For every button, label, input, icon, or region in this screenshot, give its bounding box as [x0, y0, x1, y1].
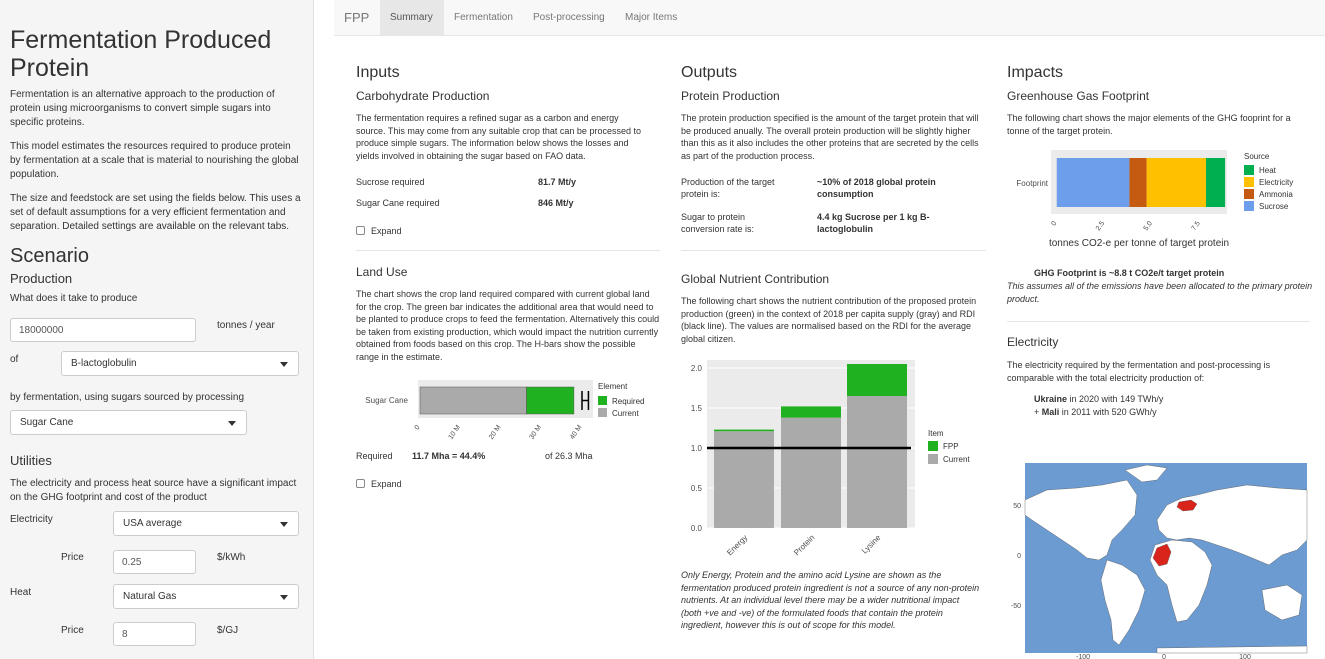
conversion-rate-value [817, 211, 930, 235]
cane-required-label: Sugar Cane required [356, 198, 440, 208]
nutrient-note: Only Energy, Protein and the amino acid Lysine are shown as the fermentation produced protein ingredient is not a source of any non-protein nutrients. At an individual level there may be a wider nutritional impact (both +ve and -ve) of the formulated foods that contain the protein ingredient, however this is out of scope for this model. [681, 570, 980, 630]
legend-swatch-electricity [1244, 177, 1254, 187]
intro-paragraph-2: This model estimates the resources required to produce protein by fermentation at a scale that is material to nourishing the global population. [10, 141, 299, 180]
nutrient-heading: Global Nutrient Contribution [681, 272, 830, 286]
land-category-label: Sugar Cane [365, 396, 408, 405]
legend-swatch-current [928, 454, 938, 464]
land-x-tick: 30 M [528, 424, 544, 441]
nutrient-x-ticks [725, 533, 883, 558]
nutrient-bar-lysine-fpp [847, 364, 907, 396]
expand-label-2: Expand [371, 479, 402, 489]
scenario-heading: Scenario [10, 245, 89, 267]
map-x-tick: 0 [1162, 654, 1166, 659]
land-use-text: The chart shows the crop land required compared with current global land for the crop. The green bar indicates the additional area that would need to be planted to produce crops to feed the fermentation. Alternatively this could be taken from existing production, which would impact the nutrition currently obtained from foods based on this crop. The H-bars show the possible range in the estimate. [356, 289, 660, 362]
land-x-tick: 10 M [447, 424, 463, 441]
expand-checkbox-2[interactable] [356, 478, 402, 490]
checkbox-icon[interactable] [356, 479, 365, 488]
map-x-tick: -100 [1075, 654, 1091, 659]
divider [1007, 321, 1310, 322]
intro-paragraph-3: The size and feedstock are set using the fields below. This uses a set of default assumptions for a very efficient fermentation and separation. Detailed settings are available on the relevant tabs. [10, 193, 301, 232]
target-production-value-1: ~10% of 2018 global protein [817, 177, 936, 187]
legend-label-fpp: FPP [943, 442, 959, 451]
expand-label-1: Expand [371, 226, 402, 236]
nutrient-y-ticks [691, 364, 703, 533]
tab-post-processing[interactable]: Post-processing [533, 12, 605, 23]
electricity-select-value: USA average [123, 518, 182, 529]
land-x-tick: 40 M [568, 424, 584, 441]
ghg-note: This assumes all of the emissions have been allocated to the primary protein product. [1007, 281, 1313, 304]
carbohydrate-text: The fermentation requires a refined sugar as a carbon and energy source. This may come from any suitable crop that can be processed to produce simple sugars. The information below shows the losses and yields involved in obtaining the sugar based on FAO data. [356, 113, 641, 161]
world-map [1007, 460, 1312, 659]
nutrient-y-tick: 2.0 [690, 364, 702, 373]
ghg-bar-sucrose [1057, 158, 1130, 207]
ghg-category-label: Footprint [1016, 179, 1048, 188]
electricity-text: The electricity required by the fermentation and post-processing is comparable with the total electricity production of: [1007, 360, 1271, 383]
ghg-bar-electricity [1147, 158, 1206, 207]
nutrient-y-tick: 1.0 [690, 444, 702, 453]
target-production-value [817, 176, 936, 200]
country-mali-name: Mali [1041, 407, 1060, 417]
nutrient-bar-energy-fpp [714, 430, 774, 432]
app-title [10, 26, 303, 82]
map-y-tick: -50 [1010, 603, 1021, 610]
sucrose-required-value: 81.7 Mt/y [538, 177, 577, 187]
legend-swatch-current [598, 408, 607, 417]
conversion-rate-label [681, 211, 754, 235]
production-heading: Production [10, 271, 73, 286]
conversion-rate-label-2: conversion rate is: [681, 224, 755, 234]
nutrient-y-tick: 0.5 [690, 484, 702, 493]
tab-major-items[interactable]: Major Items [625, 12, 678, 23]
heat-price-unit: $/GJ [217, 625, 239, 636]
ghg-bar-ammonia [1129, 158, 1146, 207]
ghg-x-tick: 0 [1050, 220, 1059, 228]
country-mali-detail: in 2011 with 520 GWh/y [1059, 407, 1157, 417]
legend-label-ammonia: Ammonia [1259, 190, 1293, 199]
country-ukraine [1034, 393, 1163, 406]
legend-label-current: Current [943, 455, 970, 464]
map-y-tick: 0 [1017, 553, 1021, 560]
target-production-label-1: Production of the target [681, 177, 775, 187]
land-required-value: 11.7 Mha = 44.4% [412, 451, 486, 461]
land-x-ticks [414, 424, 584, 441]
ghg-x-tick: 7.5 [1190, 220, 1202, 233]
target-production-value-2: consumption [817, 189, 874, 199]
legend-swatch-sucrose [1244, 201, 1254, 211]
conversion-rate-value-2: lactoglobulin [817, 224, 873, 234]
nutrient-bar-protein-fpp [781, 406, 841, 417]
land-use-heading: Land Use [356, 265, 408, 279]
chevron-down-icon [280, 362, 288, 367]
country-mali [1034, 406, 1157, 419]
land-x-tick: 20 M [487, 424, 503, 441]
nutrient-bar-protein-current [781, 418, 841, 528]
divider [681, 250, 986, 251]
nutrient-x-tick: Lysine [859, 533, 883, 556]
land-use-chart [356, 377, 656, 445]
nutrient-bar-energy-current [714, 431, 774, 528]
ghg-bar-heat [1206, 158, 1225, 207]
legend-swatch-ammonia [1244, 189, 1254, 199]
nutrient-text: The following chart shows the nutrient contribution of the proposed protein production (green) in the context of 2018 per capita supply (gray) and RDI (black line). The values are normalised based on the RDI for the average global citizen. [681, 296, 977, 344]
electricity-select[interactable] [113, 511, 299, 536]
chevron-down-icon [228, 421, 236, 426]
utilities-heading: Utilities [10, 453, 52, 468]
carbohydrate-heading: Carbohydrate Production [356, 89, 490, 103]
nav-brand[interactable]: FPP [344, 10, 370, 25]
heat-select-value: Natural Gas [123, 591, 177, 602]
app-title-line2: Protein [10, 54, 90, 82]
outputs-heading: Outputs [681, 64, 738, 81]
legend-swatch-heat [1244, 165, 1254, 175]
of-label: of [10, 354, 19, 365]
nutrient-bar-lysine-current [847, 396, 907, 528]
protein-production-text: The protein production specified is the amount of the target protein that will be produced anually. The overall protein production will be slightly higher than this as it also includes the other proteins that are secreted by the cells as part of the production process. [681, 113, 979, 161]
land-x-tick: 0 [413, 424, 422, 432]
land-required-of: of 26.3 Mha [545, 451, 593, 461]
electricity-price-unit: $/kWh [217, 552, 246, 563]
tab-fermentation[interactable]: Fermentation [454, 12, 513, 23]
nutrient-legend-title: Item [928, 429, 944, 438]
ghg-summary: GHG Footprint is ~8.8 t CO2e/t target protein [1034, 268, 1225, 278]
nutrient-chart [681, 358, 986, 568]
checkbox-icon[interactable] [356, 226, 365, 235]
electricity-label: Electricity [10, 514, 53, 525]
protein-production-heading: Protein Production [681, 89, 780, 103]
ghg-heading: Greenhouse Gas Footprint [1007, 89, 1150, 103]
nutrient-y-tick: 0.0 [690, 524, 702, 533]
expand-checkbox-1[interactable] [356, 225, 402, 237]
ghg-x-ticks [1050, 220, 1202, 232]
chevron-down-icon [280, 522, 288, 527]
ghg-text: The following chart shows the major elements of the GHG fooprint for a tonne of the target protein. [1007, 113, 1291, 136]
app-title-line1: Fermentation Produced [10, 26, 272, 54]
map-y-tick: 50 [1013, 503, 1021, 510]
electricity-price-input[interactable] [113, 550, 196, 574]
sugar-source-select[interactable] [10, 410, 247, 435]
target-production-label-2: protein is: [681, 189, 721, 199]
protein-select[interactable] [61, 351, 299, 376]
legend-label-required: Required [612, 397, 645, 406]
intro-paragraph-1: Fermentation is an alternative approach to the production of protein using microorganisms to convert simple sugars into specific proteins. [10, 89, 275, 128]
ghg-legend-title: Source [1244, 152, 1270, 161]
top-navbar [334, 0, 1325, 36]
nutrient-x-tick: Energy [725, 533, 750, 558]
nutrient-x-tick: Protein [792, 533, 817, 558]
tab-summary[interactable]: Summary [380, 0, 444, 36]
ghg-x-tick: 5.0 [1142, 220, 1155, 233]
cane-required-value: 846 Mt/y [538, 198, 574, 208]
heat-price-label: Price [61, 625, 84, 636]
electricity-price-label: Price [61, 552, 84, 563]
conversion-rate-label-1: Sugar to protein [681, 212, 746, 222]
amount-input[interactable] [10, 318, 196, 342]
country-ukraine-name: Ukraine [1034, 394, 1068, 404]
utilities-text: The electricity and process heat source have a significant impact on the GHG footprint and cost of the product [10, 478, 297, 503]
impacts-heading: Impacts [1007, 64, 1064, 81]
heat-select[interactable] [113, 584, 299, 609]
legend-label-heat: Heat [1259, 166, 1276, 175]
conversion-rate-value-1: 4.4 kg Sucrose per 1 kg B- [817, 212, 930, 222]
legend-swatch-required [598, 396, 607, 405]
ghg-x-axis-label: tonnes CO2-e per tonne of target protein [1048, 238, 1230, 249]
legend-label-current: Current [612, 409, 639, 418]
nutrient-y-tick: 1.5 [690, 404, 702, 413]
sugar-select-value: Sugar Cane [20, 417, 74, 428]
land-required-label: Required [356, 451, 393, 461]
protein-select-value: B-lactoglobulin [71, 358, 137, 369]
heat-price-input[interactable] [113, 622, 196, 646]
amount-unit: tonnes / year [217, 320, 275, 331]
ghg-chart [1007, 145, 1317, 253]
divider [356, 250, 660, 251]
legend-swatch-fpp [928, 441, 938, 451]
country-mali-prefix: + [1034, 407, 1042, 417]
land-bars [420, 387, 588, 414]
country-ukraine-detail: in 2020 with 149 TWh/y [1067, 394, 1164, 404]
sucrose-required-label: Sucrose required [356, 177, 425, 187]
land-legend-title: Element [598, 382, 628, 391]
chevron-down-icon [280, 595, 288, 600]
by-fermentation-label: by fermentation, using sugars sourced by processing [10, 392, 245, 403]
map-x-tick: 100 [1239, 654, 1251, 659]
target-production-label [681, 176, 775, 200]
land-bar-required [527, 387, 574, 414]
ghg-x-tick: 2.5 [1094, 220, 1107, 233]
electricity-heading: Electricity [1007, 335, 1059, 349]
land-bar-current [420, 387, 527, 414]
ghg-bars [1057, 158, 1225, 207]
legend-label-electricity: Electricity [1259, 178, 1294, 187]
inputs-heading: Inputs [356, 64, 400, 81]
production-question: What does it take to produce [10, 293, 138, 304]
heat-label: Heat [10, 587, 32, 598]
legend-label-sucrose: Sucrose [1259, 202, 1289, 211]
